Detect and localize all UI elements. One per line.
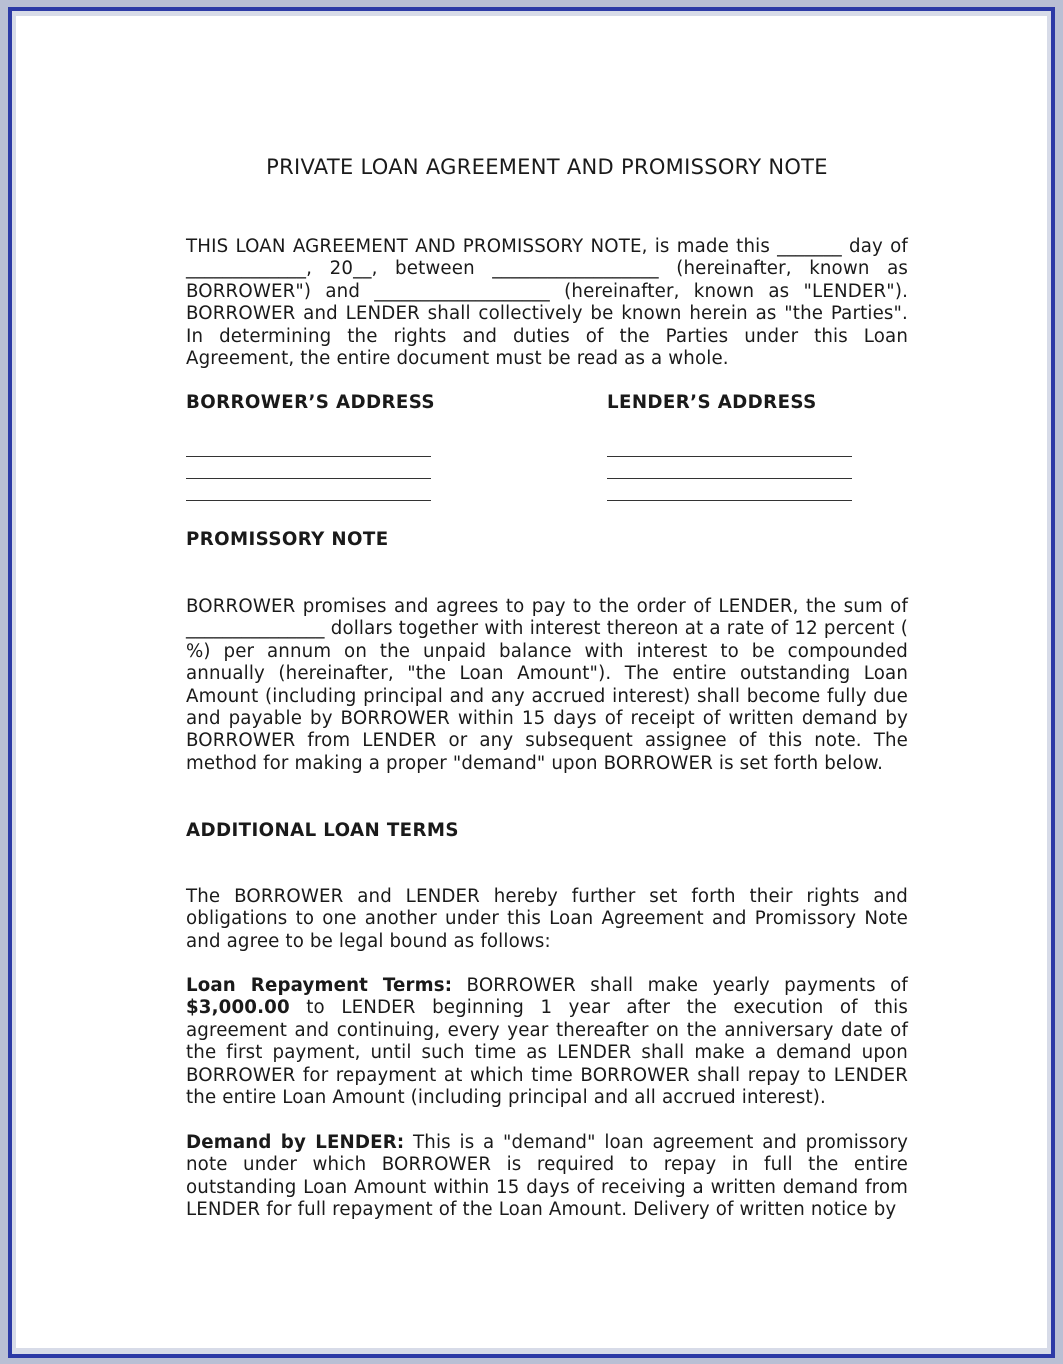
additional-terms-heading: ADDITIONAL LOAN TERMS (186, 820, 459, 841)
borrower-address-line-2 (186, 478, 431, 479)
repayment-terms-paragraph (186, 975, 908, 1109)
demand-paragraph (186, 1132, 908, 1222)
promissory-note-heading: PROMISSORY NOTE (186, 529, 389, 550)
demand-text: This is a "demand" loan agreement and promissory note under which BORROWER is required to repay in full the entire outstanding Loan Amount within 15 days of receiving a written demand from LENDER for full repayment of the Loan Amount. Delivery of written notice by (186, 1132, 908, 1221)
borrower-address-line-1 (186, 456, 431, 457)
document-title: PRIVATE LOAN AGREEMENT AND PROMISSORY NOTE (266, 155, 828, 179)
borrower-address-line-3 (186, 500, 431, 501)
lender-address-line-3 (607, 500, 852, 501)
document-page (16, 16, 1047, 1348)
lender-address-line-2 (607, 478, 852, 479)
additional-terms-paragraph: The BORROWER and LENDER hereby further set forth their rights and obligations to one another under this Loan Agreement and Promissory Note and agree to be legal bound as follows: (186, 886, 908, 952)
intro-paragraph: THIS LOAN AGREEMENT AND PROMISSORY NOTE, is made this _______ day of _____________, 20__, between __________________ (hereinafter, known as BORROWER") and ___________________ (hereinafter, known as "LENDER"). BORROWER and LENDER shall collectively be known herein as "the Parties". In determining the rights and duties of the Parties under this Loan Agreement, the entire document must be read as a whole. (186, 236, 908, 370)
lender-address-heading: LENDER’S ADDRESS (607, 392, 817, 413)
lender-address-line-1 (607, 456, 852, 457)
repayment-amount: $3,000.00 (186, 997, 290, 1019)
promissory-note-paragraph: BORROWER promises and agrees to pay to the order of LENDER, the sum of _______________ dollars together with interest thereon at a rate of 12 percent ( %) per annum on the unpaid balance with interest to be compounded annually (hereinafter, "the Loan Amount"). The entire outstanding Loan Amount (including principal and any accrued interest) shall become fully due and payable by BORROWER within 15 days of receipt of written demand by BORROWER from LENDER or any subsequent assignee of this note. The method for making a proper "demand" upon BORROWER is set forth below. (186, 596, 908, 774)
repayment-terms-text-2: to LENDER beginning 1 year after the execution of this agreement and continuing, every year thereafter on the anniversary date of the first payment, until such time as LENDER shall make a demand upon BORROWER for repayment at which time BORROWER shall repay to LENDER the entire Loan Amount (including principal and all accrued interest). (186, 997, 908, 1109)
repayment-terms-label: Loan Repayment Terms: (186, 975, 453, 996)
borrower-address-heading: BORROWER’S ADDRESS (186, 392, 435, 413)
repayment-terms-text-1: BORROWER shall make yearly payments of (452, 975, 908, 996)
demand-label: Demand by LENDER: (186, 1132, 405, 1153)
